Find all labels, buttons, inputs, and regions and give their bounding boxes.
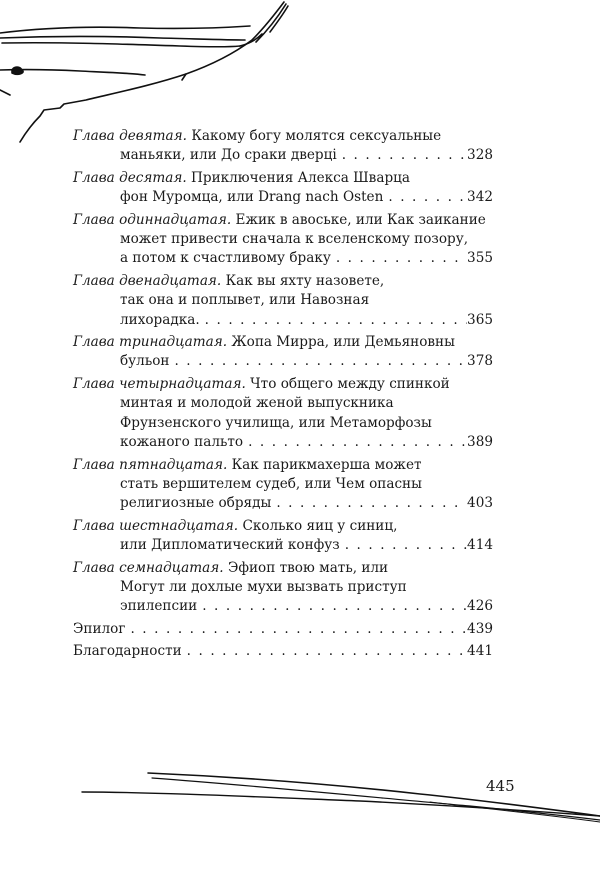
toc-entry [73,559,493,617]
toc-line [73,127,493,146]
toc-line [73,517,493,536]
table-of-contents [73,127,493,665]
toc-line [73,414,493,433]
toc-line [73,333,493,352]
toc-line [73,211,493,230]
toc-line [73,642,493,661]
dot-leader [271,494,467,513]
toc-line [73,536,493,555]
toc-line-text [120,311,200,330]
toc-page-number: 389 [467,434,493,451]
toc-line [73,475,493,494]
chapter-title-text: Могут ли дохлые мухи вызвать приступ [120,578,407,595]
toc-line-text [73,518,397,534]
dot-leader [197,597,467,616]
toc-line [73,311,493,330]
chapter-title-text: Эпилог [73,620,126,637]
toc-line [73,433,493,452]
toc-line-text [120,352,169,371]
dot-leader [337,146,467,165]
toc-line [73,230,493,249]
chapter-title-text: может привести сначала к вселенскому позору, [120,231,469,248]
chapter-title-text: Ежик в авоське, или Как заикание [235,211,486,228]
toc-line-text [120,433,243,452]
toc-line [73,146,493,165]
toc-entry [73,375,493,453]
toc-entry [73,456,493,514]
toc-entry [73,642,493,661]
dot-leader [340,536,467,555]
toc-entry [73,272,493,330]
chapter-title-text: минтая и молодой женой выпускника [120,395,394,412]
toc-line [73,620,493,639]
dot-leader [200,311,467,330]
toc-entry [73,127,493,166]
toc-line-text [73,273,384,289]
chapter-title-text: стать вершителем судеб, или Чем опасны [120,475,422,492]
toc-entry [73,517,493,556]
toc-line-text [73,642,182,661]
page-number: 445 [486,777,515,795]
chapter-label: Глава двенадцатая. [73,272,222,289]
toc-line-text [120,597,197,616]
toc-line [73,249,493,268]
chapter-label: Глава шестнадцатая. [73,517,239,534]
chapter-label: Глава пятнадцатая. [73,456,228,473]
chapter-title-text: Что общего между спинкой [250,375,450,392]
chapter-title-text: Эфиоп твою мать, или [227,559,389,576]
toc-page-number: 378 [467,353,493,370]
dot-leader [125,620,467,639]
toc-line [73,559,493,578]
toc-line-text [120,579,407,595]
chapter-title-text: Как вы яхту назовете, [225,272,385,289]
toc-line [73,597,493,616]
chapter-label: Глава семнадцатая. [73,559,224,576]
toc-line [73,188,493,207]
toc-line [73,375,493,394]
toc-page-number: 365 [467,311,493,328]
toc-line [73,272,493,291]
toc-page-number: 328 [467,147,493,164]
toc-entry [73,211,493,269]
toc-entry [73,333,493,372]
toc-page-number: 355 [467,250,493,267]
dot-leader [182,642,467,661]
dot-leader [169,352,467,371]
toc-line [73,169,493,188]
chapter-label: Глава девятая. [73,128,187,144]
toc-line [73,578,493,597]
toc-line [73,394,493,413]
toc-line-text [120,188,383,207]
chapter-title-text: бульон [120,353,170,370]
toc-line [73,291,493,310]
chapter-title-text: Сколько яиц у синиц, [242,517,398,534]
toc-line-text [120,292,369,308]
chapter-label: Глава тринадцатая. [73,334,228,351]
chapter-label: Глава четырнадцатая. [73,375,246,392]
toc-line-text [120,249,331,268]
toc-entry [73,169,493,208]
toc-line-text [120,536,340,555]
toc-page-number: 403 [467,495,493,512]
chapter-title-text: Жопа Мирра, или Демьяновны [231,334,455,351]
toc-page-number: 426 [467,598,493,615]
chapter-title-text: или Дипломатический конфуз [120,537,340,554]
toc-entry [73,620,493,639]
toc-line [73,456,493,475]
dot-leader [383,188,467,207]
toc-line [73,352,493,371]
chapter-title-text: религиозные обряды [120,495,272,512]
chapter-title-text: Как парикмахерша может [231,456,422,473]
dot-leader [331,249,467,268]
toc-line-text [120,415,432,431]
chapter-title-text: а потом к счастливому браку [120,250,331,267]
chapter-title-text: фон Муромца, или Drang nach Osten [120,189,384,206]
chapter-title-text: эпилепсии [120,598,198,615]
toc-line-text [120,231,468,247]
toc-line-text [73,620,125,639]
chapter-title-text: лихорадка. [120,311,200,328]
chapter-title-text: Благодарности [73,643,182,660]
bottom-sketch-illustration [0,740,600,881]
toc-line-text [73,334,455,350]
dot-leader [243,433,467,452]
chapter-label: Глава одиннадцатая. [73,211,232,228]
chapter-title-text: Приключения Алекса Шварца [191,169,410,186]
toc-line-text [73,170,410,186]
toc-line-text [73,457,422,473]
chapter-title-text: маньяки, или До сраки дверці [120,147,337,164]
toc-line-text [73,560,388,576]
toc-page-number: 441 [467,643,493,660]
toc-line-text [73,212,486,228]
toc-line-text [120,395,394,411]
chapter-label: Глава десятая. [73,169,187,186]
toc-line [73,494,493,513]
chapter-title-text: так она и поплывет, или Навозная [120,292,370,309]
toc-page-number: 439 [467,620,493,637]
toc-page-number: 414 [467,537,493,554]
toc-line-text [120,494,271,513]
chapter-title-text: Фрунзенского училища, или Метаморфозы [120,414,432,431]
toc-line-text [120,146,337,165]
toc-page-number: 342 [467,189,493,206]
toc-line-text [73,376,450,392]
chapter-title-text: кожаного пальто [120,434,244,451]
toc-line-text [120,476,422,492]
toc-line-text [73,128,441,144]
chapter-title-text: Какому богу молятся сексуальные [191,128,442,144]
